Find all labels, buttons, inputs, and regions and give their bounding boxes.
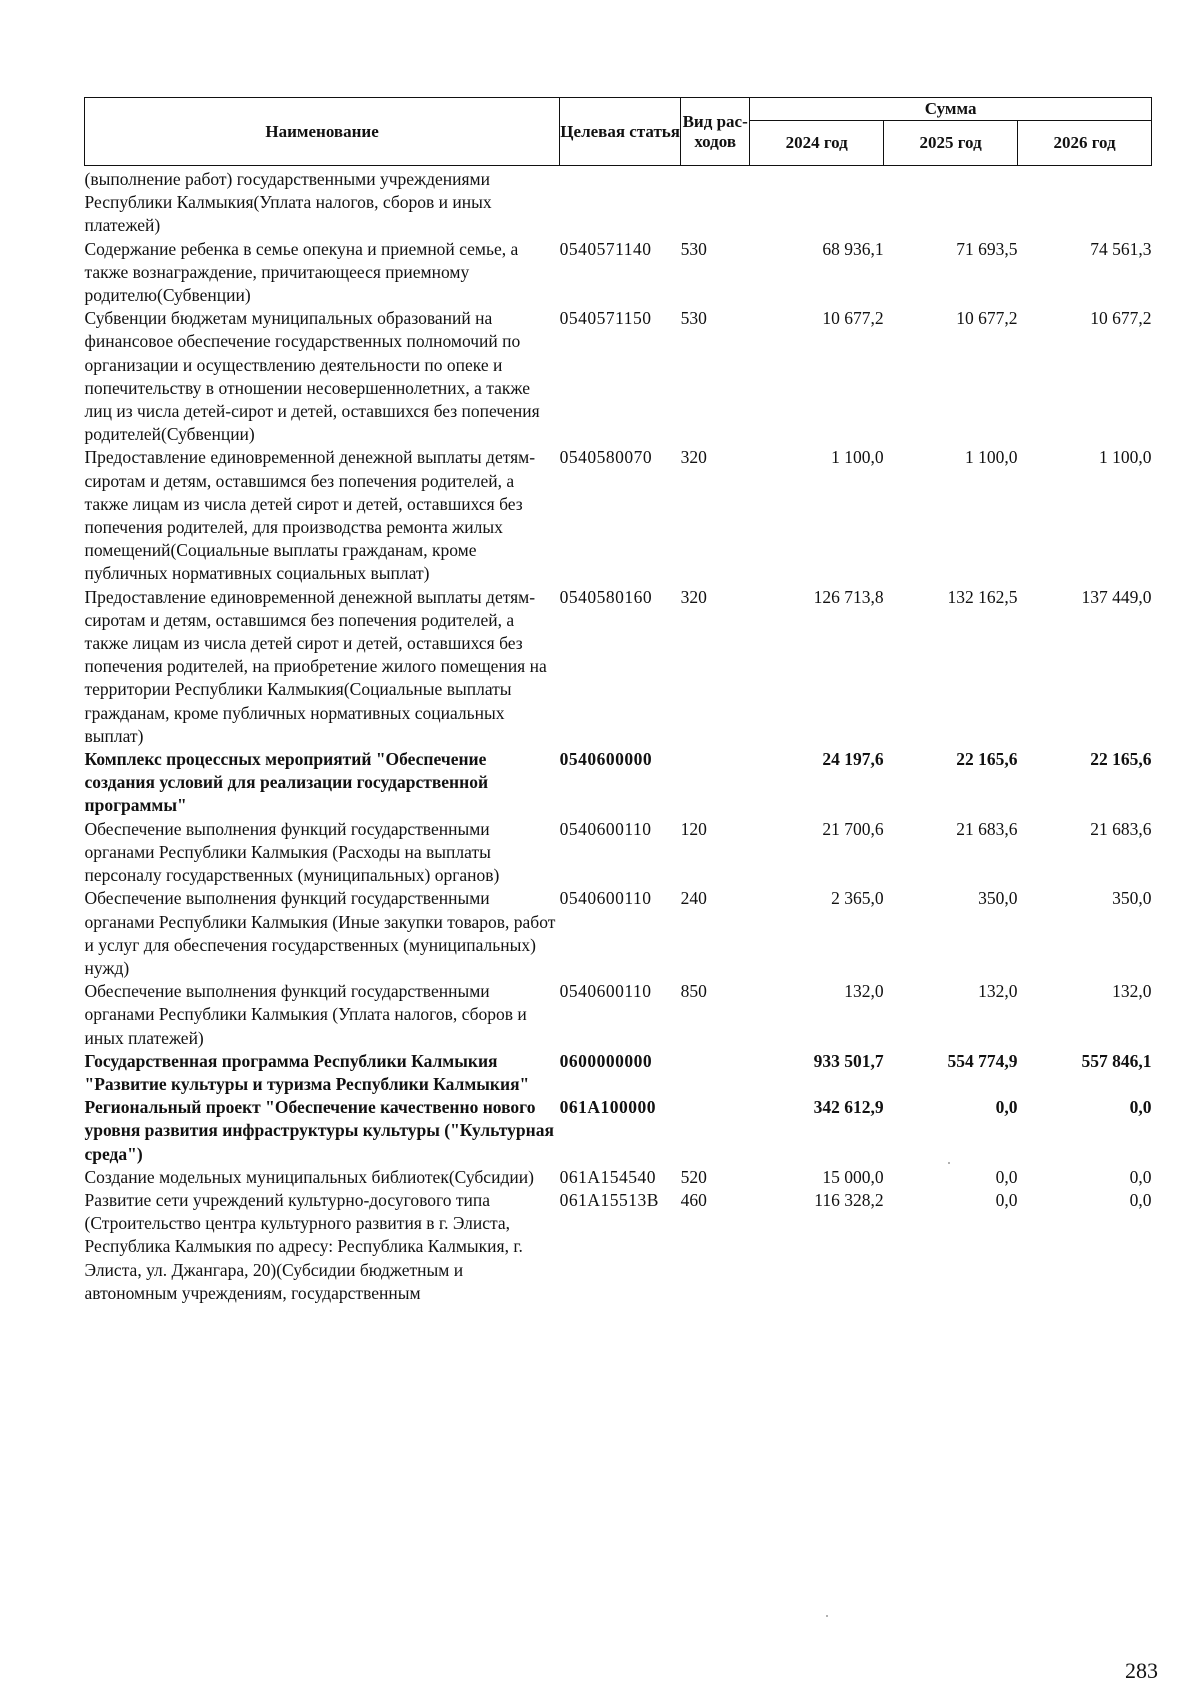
row-name: Развитие сети учреждений культурно-досугового типа (Строительство центра культурного развития в г. Элиста, Республика Калмыкия по адресу: Республика Калмыкия, г. Элиста, ул. Джангара, 20)(Субсидии бюджетным и автономным учреждениям, государственным — [84, 1189, 523, 1303]
row-kind — [681, 1050, 750, 1096]
header-year-2025: 2025 год — [884, 121, 1018, 166]
row-2026: 22 165,6 — [1090, 749, 1152, 770]
row-2026: 10 677,2 — [1090, 308, 1152, 329]
row-2026: 1 100,0 — [1099, 447, 1152, 468]
row-code: 0540571150 — [559, 308, 652, 329]
row-name: Предоставление единовременной денежной выплаты детям-сиротам и детям, оставшимся без попечения родителей, а также лицам из числа детей сирот и детей, оставшихся без попечения родителей, на приобретение жилого помещения на территории Республики Калмыкия(Социальные выплаты гражданам, кроме публичных нормативных социальных выплат) — [84, 586, 547, 746]
row-name: Обеспечение выполнения функций государственными органами Республики Калмыкия (Расходы на выплаты персоналу государственных (муниципальных) органов) — [84, 818, 500, 886]
row-code: 0600000000 — [559, 1050, 653, 1071]
table-row — [85, 818, 1152, 888]
row-kind: 240 — [680, 888, 707, 909]
row-2024: 21 700,6 — [822, 818, 884, 839]
row-code: 061A100000 — [559, 1097, 657, 1118]
header-expense-type: Вид рас-ходов — [681, 98, 750, 166]
table-row — [85, 307, 1152, 446]
row-kind: 850 — [680, 981, 707, 1002]
row-name: Государственная программа Республики Калмыкия "Развитие культуры и туризма Республики Калмыкия" — [84, 1050, 530, 1094]
row-2024: 933 501,7 — [813, 1050, 884, 1071]
row-2026: 557 846,1 — [1081, 1050, 1152, 1071]
table-row — [85, 1189, 1152, 1305]
row-2026: 74 561,3 — [1090, 238, 1152, 259]
row-kind — [681, 748, 750, 818]
row-name: Обеспечение выполнения функций государственными органами Республики Калмыкия (Иные закупки товаров, работ и услуг для обеспечения государственных (муниципальных) нужд) — [84, 888, 556, 978]
row-2025: 10 677,2 — [956, 308, 1018, 329]
row-2026: 0,0 — [1129, 1166, 1152, 1187]
table-row — [85, 1166, 1152, 1189]
row-2024: 68 936,1 — [822, 238, 884, 259]
row-kind: 520 — [680, 1166, 707, 1187]
row-2024: 24 197,6 — [822, 749, 884, 770]
row-2026: 21 683,6 — [1090, 818, 1152, 839]
row-2026: 0,0 — [1129, 1189, 1152, 1210]
row-kind: 530 — [680, 238, 707, 259]
row-2025: 0,0 — [995, 1166, 1018, 1187]
header-target-article: Целевая статья — [560, 98, 681, 166]
row-2025: 71 693,5 — [956, 238, 1018, 259]
row-2024: 126 713,8 — [813, 586, 884, 607]
row-kind: 120 — [680, 818, 707, 839]
row-2024: 342 612,9 — [813, 1097, 884, 1118]
row-name: Создание модельных муниципальных библиотек(Субсидии) — [84, 1166, 534, 1187]
row-2024 — [750, 166, 884, 238]
row-2024: 2 365,0 — [831, 888, 884, 909]
row-kind: 320 — [680, 586, 707, 607]
row-code: 061A154540 — [559, 1166, 657, 1187]
row-code: 0540571140 — [559, 238, 652, 259]
row-2026: 350,0 — [1112, 888, 1152, 909]
row-code: 0540600110 — [559, 818, 652, 839]
scan-speck — [826, 1615, 828, 1617]
header-year-2026: 2026 год — [1018, 121, 1152, 166]
table-row-section — [85, 1096, 1152, 1166]
scan-speck — [948, 1162, 950, 1164]
budget-table — [84, 97, 1152, 1305]
table-row — [85, 446, 1152, 585]
row-2024: 132,0 — [844, 981, 884, 1002]
header-year-2024: 2024 год — [750, 121, 884, 166]
row-2025 — [884, 166, 1018, 238]
row-2025: 132 162,5 — [947, 586, 1018, 607]
row-name: (выполнение работ) государственными учреждениями Республики Калмыкия(Уплата налогов, сборов и иных платежей) — [84, 169, 492, 236]
row-kind — [681, 166, 750, 238]
row-2025: 350,0 — [978, 888, 1018, 909]
table-row — [85, 166, 1152, 238]
row-2026: 0,0 — [1129, 1097, 1152, 1118]
row-2026: 137 449,0 — [1081, 586, 1152, 607]
row-2025: 22 165,6 — [956, 749, 1018, 770]
table-row — [85, 586, 1152, 748]
row-2024: 116 328,2 — [814, 1189, 884, 1210]
row-2025: 132,0 — [978, 981, 1018, 1002]
row-2025: 0,0 — [995, 1097, 1018, 1118]
row-2024: 1 100,0 — [831, 447, 884, 468]
row-code: 0540580160 — [559, 586, 653, 607]
row-kind: 530 — [680, 308, 707, 329]
row-2025: 21 683,6 — [956, 818, 1018, 839]
row-name: Комплекс процессных мероприятий "Обеспечение создания условий для реализации государственной программы" — [84, 749, 489, 816]
table-header — [85, 98, 1152, 166]
row-code: 0540600000 — [559, 749, 653, 770]
page-number: 283 — [1125, 1658, 1158, 1683]
row-2025: 0,0 — [995, 1189, 1018, 1210]
row-2026: 132,0 — [1112, 981, 1152, 1002]
table-row-section — [85, 1050, 1152, 1096]
header-name: Наименование — [85, 98, 560, 166]
row-code — [560, 166, 681, 238]
row-2024: 15 000,0 — [822, 1166, 884, 1187]
row-name: Содержание ребенка в семье опекуна и приемной семье, а также вознаграждение, причитающееся приемному родителю(Субвенции) — [84, 238, 519, 306]
row-2024: 10 677,2 — [822, 308, 884, 329]
row-code: 0540580070 — [559, 447, 653, 468]
row-2025: 554 774,9 — [947, 1050, 1018, 1071]
row-name: Обеспечение выполнения функций государственными органами Республики Калмыкия (Уплата налогов, сборов и иных платежей) — [84, 981, 527, 1048]
header-sum: Сумма — [750, 98, 1152, 121]
table-row — [85, 238, 1152, 308]
row-code: 061A15513В — [559, 1189, 659, 1210]
row-name: Субвенции бюджетам муниципальных образований на финансовое обеспечение государственных полномочий по организации и осуществлению деятельности по опеке и попечительству в отношении несовершеннолетних, а также лиц из числа детей-сирот и детей, оставшихся без попечения родителей(Субвенции) — [84, 308, 540, 445]
row-code: 0540600110 — [559, 981, 652, 1002]
table-row — [85, 980, 1152, 1050]
row-kind — [681, 1096, 750, 1166]
row-2025: 1 100,0 — [965, 447, 1018, 468]
row-kind: 460 — [680, 1189, 707, 1210]
row-code: 0540600110 — [559, 888, 652, 909]
table-row-section — [85, 748, 1152, 818]
row-2026 — [1018, 166, 1152, 238]
row-kind: 320 — [680, 447, 707, 468]
row-name: Предоставление единовременной денежной выплаты детям-сиротам и детям, оставшимся без попечения родителей, а также лицам из числа детей сирот и детей, оставшихся без попечения родителей, для производства ремонта жилых помещений(Социальные выплаты гражданам, кроме публичных нормативных социальных выплат) — [84, 447, 536, 584]
table-row — [85, 887, 1152, 980]
row-name: Региональный проект "Обеспечение качественно нового уровня развития инфраструктуры культуры ("Культурная среда") — [84, 1097, 554, 1164]
